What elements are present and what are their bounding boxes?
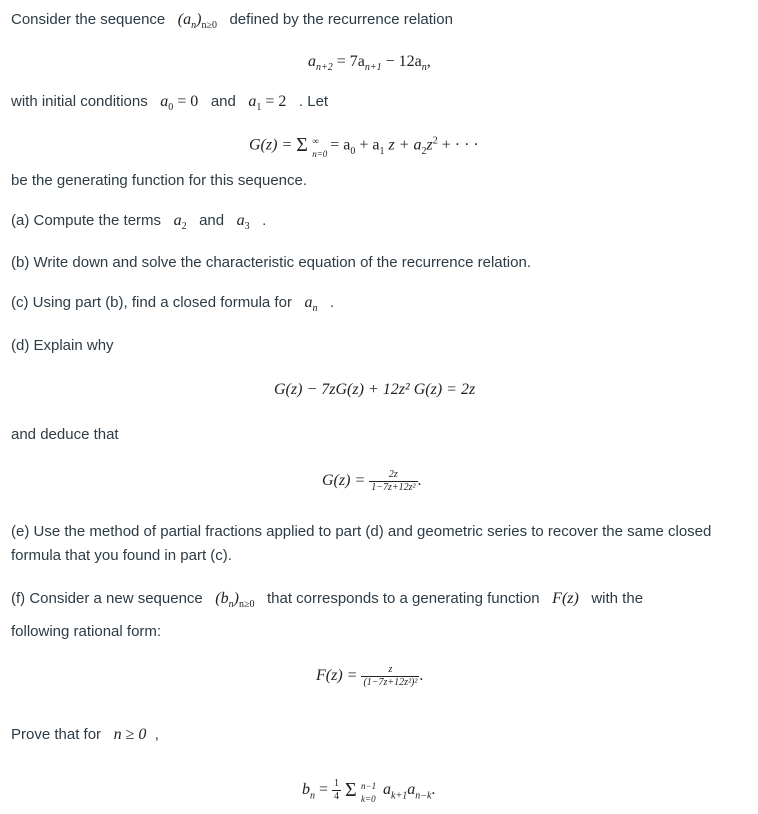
intro-text-2: defined by the recurrence relation — [229, 11, 453, 28]
sequence-a: $(a_n)_{n\ge 0}$ — [177, 11, 217, 32]
part-a: (a) Compute the terms $a_2$ and $a_3$ . — [11, 212, 267, 233]
prove-statement: Prove that for n ≥ 0 , — [11, 726, 159, 743]
part-b: (b) Write down and solve the characteristic equation of the recurrence relation. — [11, 254, 531, 271]
part-f-line2: following rational form: — [11, 623, 162, 640]
part-f-equation: F(z) = $\frac{z}{\text{(1−7z+12z²)²}}$ . — [316, 664, 424, 688]
part-d-equation: G(z) − 7zG(z) + 12z² G(z) = 2z — [274, 381, 476, 398]
initial-conditions: with initial conditions $a_0 = 0$ and $a_1 = 2$ . Let — [11, 93, 329, 114]
intro-line — [11, 10, 453, 30]
prove-equation: $b_n$ = $\frac{1}{4}$ Σ n−1 k=0 $a_{k+1}a_{n-k}$. — [302, 778, 436, 804]
part-c: (c) Using part (b), find a closed formula for $a_n$ . — [11, 294, 335, 315]
generating-function-definition: G(z) = Σ ∞ n=0 = $a_0 + a_1$ $z + a_2z^2$ + · · · — [249, 134, 479, 159]
part-d: (d) Explain why — [11, 337, 114, 354]
part-e: (e) Use the method of partial fractions applied to part (d) and geometric series to recover the same closed formula that you found in part (c). — [11, 523, 712, 564]
recurrence-equation: $a_{n+2} = 7a_{n+1} - 12a_n$, — [308, 53, 431, 74]
part-f-line1: (f) Consider a new sequence $(b_n)_{n\ge 0}$ that corresponds to a generating function F(z) with the — [11, 590, 644, 611]
part-d-deduce: and deduce that — [11, 426, 119, 443]
part-d-result: G(z) = $\frac{2z}{\text{1−7z+12z²}}$ . — [322, 469, 422, 493]
intro-text: Consider the sequence — [11, 11, 166, 28]
generating-function-caption: be the generating function for this sequence. — [11, 172, 308, 189]
